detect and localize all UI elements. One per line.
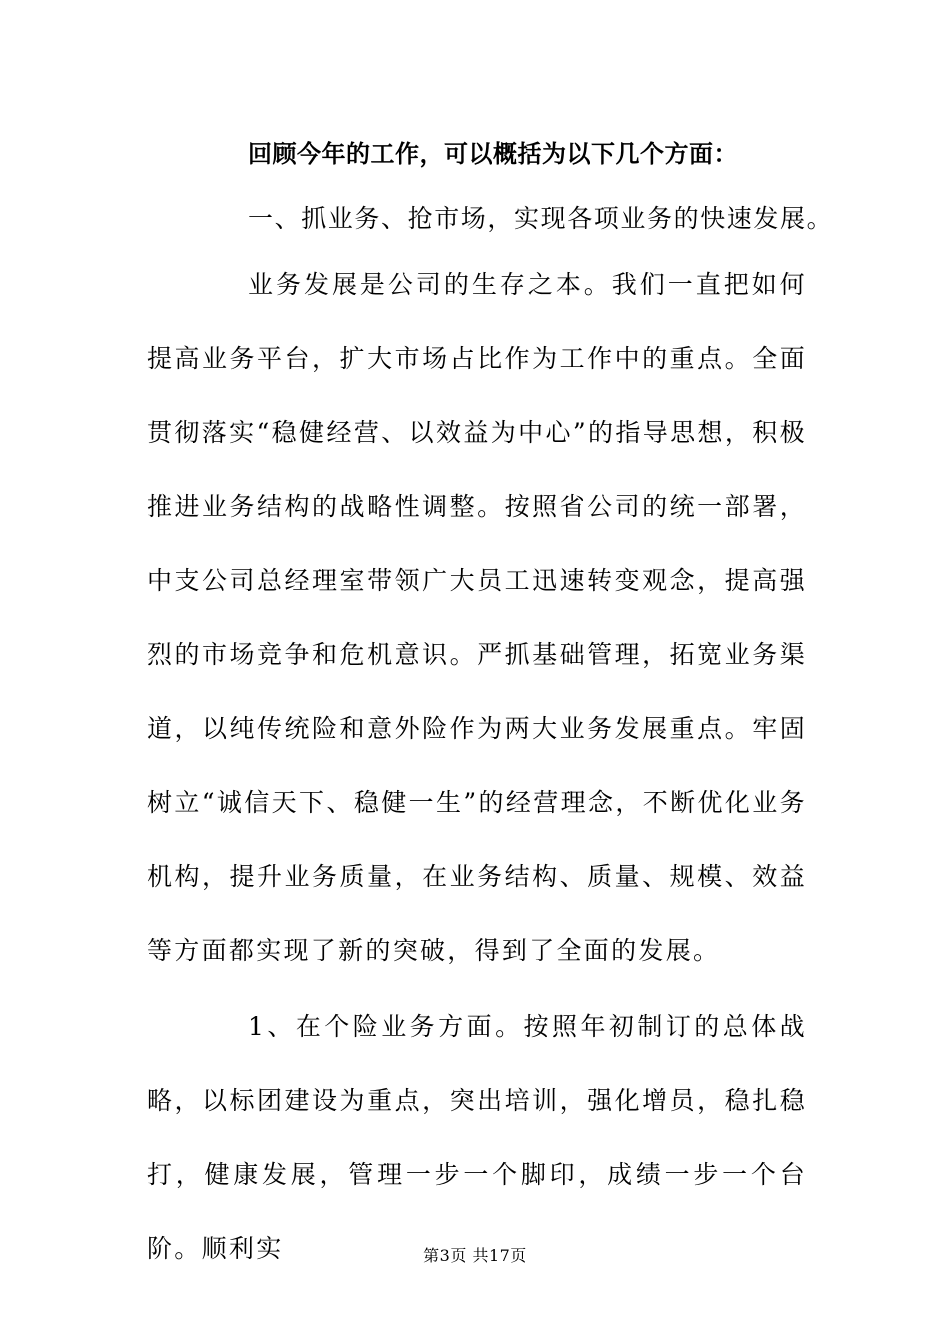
page-footer: 第3页 共17页 — [423, 1246, 527, 1265]
page-heading: 回顾今年的工作，可以概括为以下几个方面： — [248, 139, 738, 168]
body-paragraph-2: 1、在个险业务方面。按照年初制订的总体战略，以标团建设为重点，突出培训，强化增员，稳扎稳打，健康发展，管理一步一个脚印，成绩一步一个台阶。顺利实 — [147, 1012, 807, 1263]
section-title: 一、抓业务、抢市场，实现各项业务的快速发展。 — [248, 204, 834, 233]
page-content — [147, 128, 834, 1286]
body-paragraph-1: 业务发展是公司的生存之本。我们一直把如何提高业务平台，扩大市场占比作为工作中的重点。全面贯彻落实“稳健经营、以效益为中心”的指导思想，积极推进业务结构的战略性调整。按照省公司的统一部署，中支公司总经理室带领广大员工迅速转变观念，提高强烈的市场竞争和危机意识。严抓基础管理，拓宽业务渠道，以纯传统险和意外险作为两大业务发展重点。牢固树立“诚信天下、稳健一生”的经营理念，不断优化业务机构，提升业务质量，在业务结构、质量、规模、效益等方面都实现了新的突破，得到了全面的发展。 — [147, 270, 807, 965]
